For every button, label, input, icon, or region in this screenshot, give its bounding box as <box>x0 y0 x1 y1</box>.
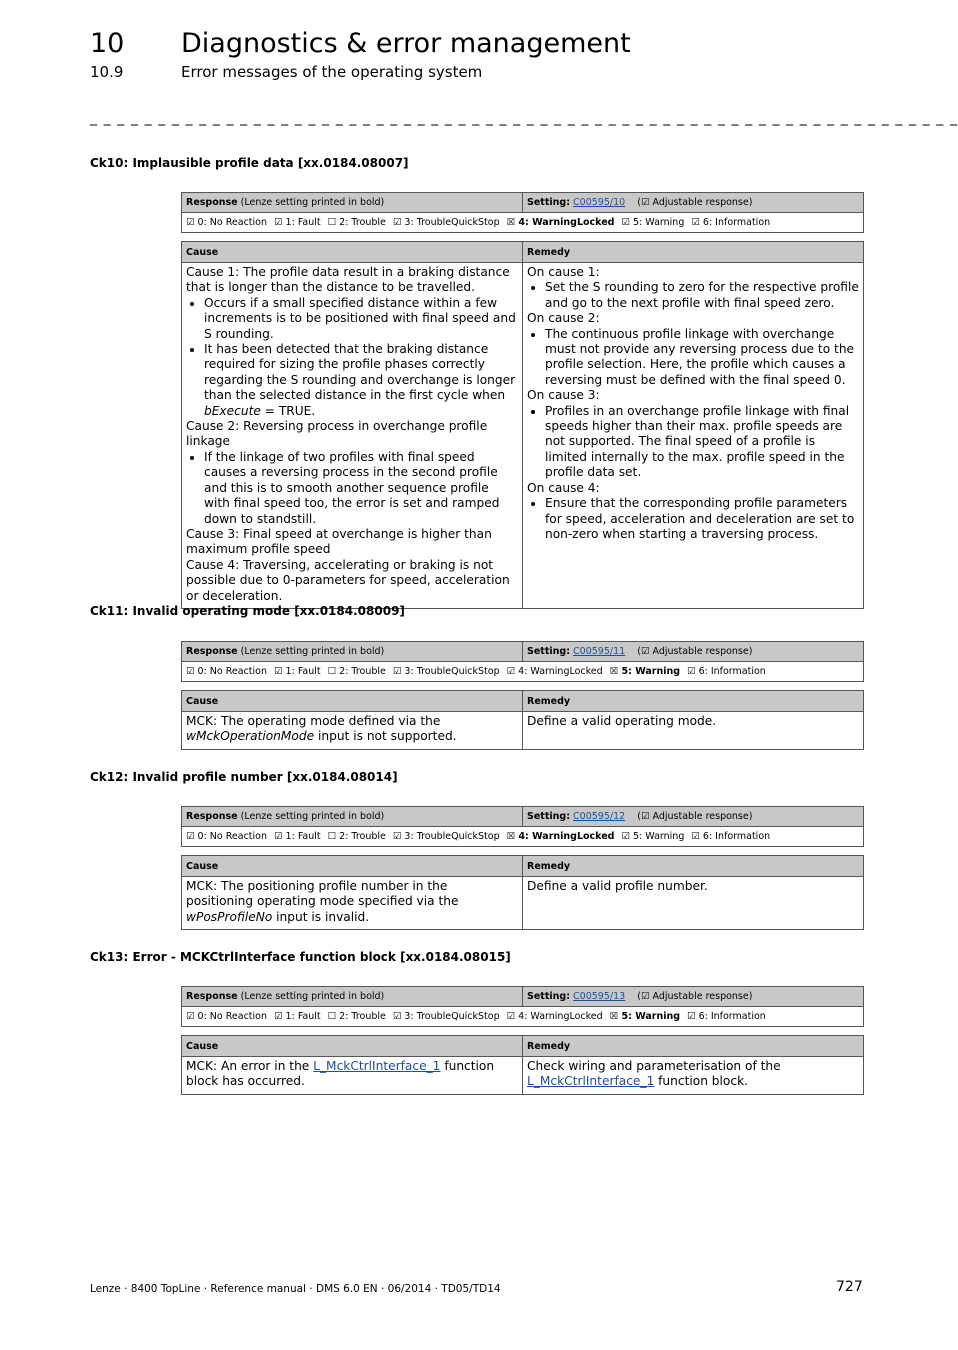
option-warning-locked: ☒ 4: WarningLocked <box>506 831 615 842</box>
option-trouble: ☐ 2: Trouble <box>327 1011 386 1022</box>
option-warning: ☒ 5: Warning <box>609 1011 681 1022</box>
page-number: 727 <box>836 1279 863 1295</box>
response-options <box>182 1007 864 1027</box>
option-information: ☑ 6: Information <box>687 1011 766 1022</box>
setting-link[interactable]: C00595/13 <box>573 991 626 1002</box>
section-number: 10.9 <box>90 63 124 81</box>
remedy-header: Remedy <box>523 1036 864 1057</box>
response-options <box>182 662 864 682</box>
option-trouble: ☐ 2: Trouble <box>327 666 386 677</box>
setting-cell: Setting: C00595/13 (☑ Adjustable response) <box>523 987 864 1007</box>
option-information: ☑ 6: Information <box>691 217 771 228</box>
setting-link[interactable]: C00595/10 <box>573 197 626 208</box>
cause-header: Cause <box>182 1036 523 1057</box>
option-fault: ☑ 1: Fault <box>274 666 321 677</box>
error-title-ck12: Ck12: Invalid profile number [xx.0184.08014] <box>90 770 398 784</box>
cause-remedy-table-ck12 <box>181 855 864 930</box>
response-header: Response (Lenze setting printed in bold) <box>182 193 523 213</box>
setting-link[interactable]: C00595/12 <box>573 811 626 822</box>
option-trouble: ☐ 2: Trouble <box>327 217 386 228</box>
option-trouble: ☐ 2: Trouble <box>327 831 386 842</box>
cause-cell: MCK: The positioning profile number in the positioning operating mode specified via the wPosProfileNo input is invalid. <box>182 877 523 930</box>
response-table-ck10 <box>181 192 864 233</box>
cause-header: Cause <box>182 242 523 263</box>
remedy-cell: Define a valid operating mode. <box>523 712 864 750</box>
response-header: Response (Lenze setting printed in bold) <box>182 807 523 827</box>
cause-header: Cause <box>182 856 523 877</box>
error-title-ck10: Ck10: Implausible profile data [xx.0184.08007] <box>90 156 409 170</box>
option-trouble-quickstop: ☑ 3: TroubleQuickStop <box>392 1011 500 1022</box>
response-table-ck11 <box>181 641 864 682</box>
option-no-reaction: ☑ 0: No Reaction <box>186 666 268 677</box>
option-fault: ☑ 1: Fault <box>274 1011 321 1022</box>
cause-remedy-table-ck11 <box>181 690 864 750</box>
cause-cell: MCK: An error in the L_MckCtrlInterface_1 function block has occurred. <box>182 1057 523 1095</box>
option-fault: ☑ 1: Fault <box>274 217 321 228</box>
option-warning: ☑ 5: Warning <box>621 217 685 228</box>
remedy-header: Remedy <box>523 691 864 712</box>
option-trouble-quickstop: ☑ 3: TroubleQuickStop <box>392 831 500 842</box>
cause-remedy-table-ck10 <box>181 241 864 609</box>
response-options <box>182 827 864 847</box>
chapter-title: Diagnostics & error management <box>181 28 631 59</box>
section-title: Error messages of the operating system <box>181 63 483 81</box>
option-warning-locked: ☑ 4: WarningLocked <box>506 1011 603 1022</box>
setting-link[interactable]: C00595/11 <box>573 646 626 657</box>
response-header: Response (Lenze setting printed in bold) <box>182 642 523 662</box>
remedy-cell: Check wiring and parameterisation of the L_MckCtrlInterface_1 function block. <box>523 1057 864 1095</box>
fb-link[interactable]: L_MckCtrlInterface_1 <box>527 1074 655 1089</box>
option-information: ☑ 6: Information <box>691 831 771 842</box>
option-warning-locked: ☒ 4: WarningLocked <box>506 217 615 228</box>
cause-cell: Cause 1: The profile data result in a braking distance that is longer than the distance to be travelled. • Occurs if a small specified distance within a few increments is to be positioned with final speed and S rounding. • It has been detected that the braking distance required for sizing the profile phases correctly regarding the S rounding and overchange is longer than the selected distance in the first cycle when bExecute = TRUE. Cause 2: Reversing process in overchange profile linkage • If the linkage of two profiles with final speed causes a reversing process in the second profile and this is to smooth another sequence profile with final speed too, the error is set and ramped down to standstill. Cause 3: Final speed at overchange is higher than maximum profile speed Cause 4: Traversing, accelerating or braking is not possible due to 0-parameters for speed, acceleration or deceleration. <box>182 263 523 609</box>
footer-text: Lenze · 8400 TopLine · Reference manual · DMS 6.0 EN · 06/2014 · TD05/TD14 <box>90 1283 501 1295</box>
fb-link[interactable]: L_MckCtrlInterface_1 <box>313 1059 441 1073</box>
option-trouble-quickstop: ☑ 3: TroubleQuickStop <box>392 217 500 228</box>
remedy-header: Remedy <box>523 856 864 877</box>
option-warning: ☒ 5: Warning <box>609 666 681 677</box>
option-no-reaction: ☑ 0: No Reaction <box>186 831 268 842</box>
error-title-ck11: Ck11: Invalid operating mode [xx.0184.08009] <box>90 604 405 618</box>
cause-remedy-table-ck13 <box>181 1035 864 1095</box>
option-warning-locked: ☑ 4: WarningLocked <box>506 666 603 677</box>
header-separator: _ _ _ _ _ _ _ _ _ _ _ _ _ _ _ _ _ _ _ _ _ _ _ _ _ _ _ _ _ _ _ _ _ _ _ _ _ _ _ _ _ _ _ _ _ _ _ _ _ _ _ _ _ _ _ _ _ _ _ _ _ _ _ _ <box>90 110 958 126</box>
chapter-number: 10 <box>90 28 125 59</box>
response-table-ck12 <box>181 806 864 847</box>
response-header: Response (Lenze setting printed in bold) <box>182 987 523 1007</box>
error-title-ck13: Ck13: Error - MCKCtrlInterface function block [xx.0184.08015] <box>90 950 511 964</box>
remedy-cell: Define a valid profile number. <box>523 877 864 930</box>
option-no-reaction: ☑ 0: No Reaction <box>186 1011 268 1022</box>
response-table-ck13 <box>181 986 864 1027</box>
cause-header: Cause <box>182 691 523 712</box>
option-warning: ☑ 5: Warning <box>621 831 685 842</box>
setting-cell: Setting: C00595/10 (☑ Adjustable response) <box>523 193 864 213</box>
option-no-reaction: ☑ 0: No Reaction <box>186 217 268 228</box>
remedy-header: Remedy <box>523 242 864 263</box>
option-fault: ☑ 1: Fault <box>274 831 321 842</box>
option-trouble-quickstop: ☑ 3: TroubleQuickStop <box>392 666 500 677</box>
cause-cell: MCK: The operating mode defined via the wMckOperationMode input is not supported. <box>182 712 523 750</box>
remedy-cell: On cause 1: • Set the S rounding to zero for the respective profile and go to the next profile with final speed zero. On cause 2: • The continuous profile linkage with overchange must not provide any reversing process due to the profile selection. Here, the profile which causes a reversing must be defined with the final speed 0. On cause 3: • Profiles in an overchange profile linkage with final speeds higher than their max. profile speeds are not supported. The final speed of a profile is limited internally to the max. profile speed in the profile data set. On cause 4: • Ensure that the corresponding profile parameters for speed, acceleration and deceleration are set to non-zero when starting a traversing process. <box>523 263 864 609</box>
option-information: ☑ 6: Information <box>687 666 766 677</box>
response-options <box>182 213 864 233</box>
setting-cell: Setting: C00595/11 (☑ Adjustable response) <box>523 642 864 662</box>
setting-cell: Setting: C00595/12 (☑ Adjustable response) <box>523 807 864 827</box>
